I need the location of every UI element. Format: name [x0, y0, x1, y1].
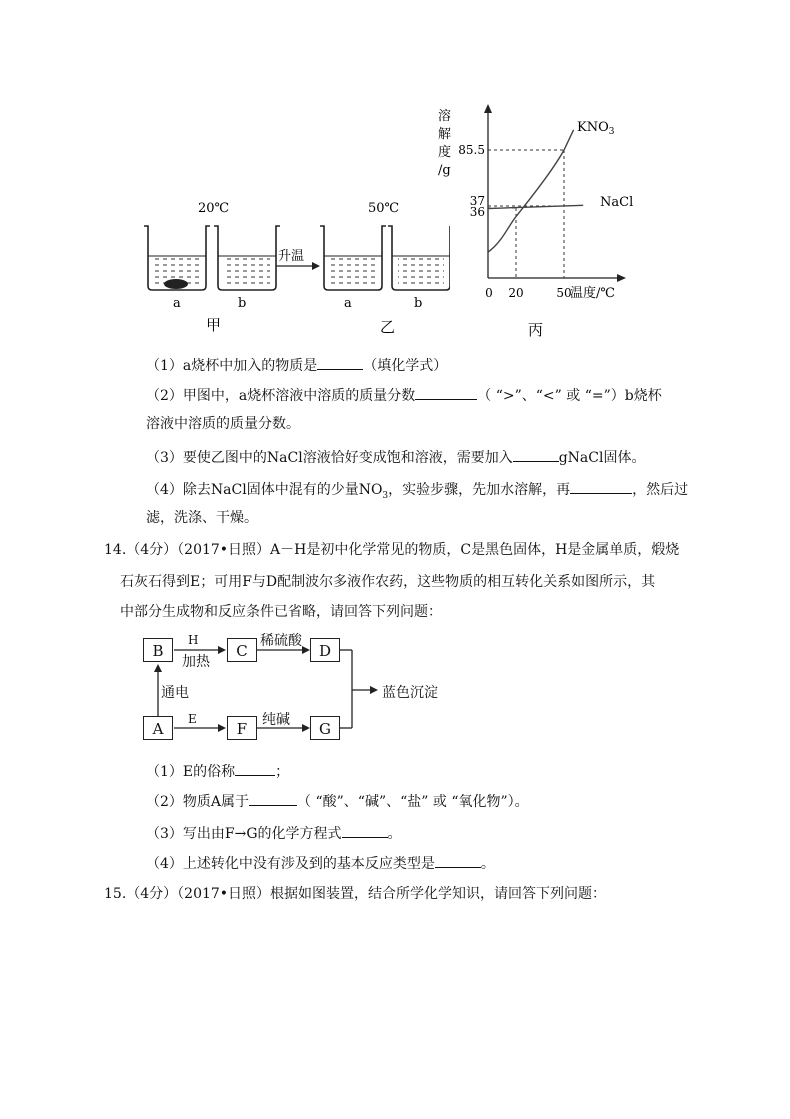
y-tick-0: 36 — [469, 204, 485, 219]
q15-line1: 15.（4分）（2017•日照）根据如图装置，结合所学化学知识，请回答下列问题： — [104, 886, 607, 902]
y-axis-label-4: /g — [438, 163, 451, 178]
y-tick-2: 85.5 — [458, 143, 485, 157]
undissolved-solid — [164, 279, 188, 289]
beaker-figure — [130, 190, 450, 340]
x-tick-2: 50 — [556, 286, 572, 300]
beaker-yi-a — [320, 226, 386, 290]
q14-line1: 14.（4分）（2017•日照）A－H是初中化学常见的物质，C是黑色固体，H是金属单质，煅烧 — [104, 542, 680, 558]
heat-label: 升温 — [278, 249, 305, 264]
q13-part3: （3）要使乙图中的NaCl溶液恰好变成饱和溶液，需要加入 gNaCl固体。 — [146, 447, 645, 467]
q14-part1: （1）E的俗称 ； — [146, 761, 289, 781]
q14-blank-2[interactable] — [249, 791, 297, 806]
temp-20-label: 20℃ — [198, 201, 230, 216]
x-tick-0: 0 — [485, 286, 493, 300]
label-h: H — [188, 633, 199, 647]
y-axis-label-2: 解 — [438, 127, 452, 142]
label-jia-b: b — [238, 296, 247, 311]
box-b: B — [143, 638, 173, 662]
q14-line3: 中部分生成物和反应条件已省略，请回答下列问题： — [120, 604, 442, 620]
kno3-curve — [488, 130, 574, 252]
q13-blank-3[interactable] — [513, 447, 559, 462]
q13-blank-4[interactable] — [570, 479, 632, 494]
panel-bing-label: 丙 — [528, 321, 544, 339]
box-d: D — [310, 638, 340, 662]
temp-50-label: 50℃ — [368, 201, 400, 216]
label-soda: 纯碱 — [262, 712, 290, 728]
q14-flow-diagram — [130, 630, 490, 750]
beaker-jia-b — [214, 226, 280, 290]
box-f: F — [227, 716, 257, 740]
q14-blank-3[interactable] — [342, 823, 388, 838]
kno3-label: $KNO_3$ — [577, 120, 615, 137]
q13-part2-cont: 溶液中溶质的质量分数。 — [146, 416, 300, 432]
q14-line2: 石灰石得到E；可用F与D配制波尔多液作农药，这些物质的相互转化关系如图所示，其 — [120, 574, 656, 590]
q13-part4-cont: 滤，洗涤、干燥。 — [146, 510, 258, 526]
q13-part4: （4）除去NaCl固体中混有的少量$NO_3$，实验步骤，先加水溶解，再 ，然后过 — [146, 479, 688, 505]
q14-part3: （3）写出由F→G的化学方程式 。 — [146, 823, 402, 843]
q13-blank-2[interactable] — [415, 385, 477, 400]
q14-blank-4[interactable] — [435, 853, 481, 868]
q14-blank-1[interactable] — [235, 761, 275, 776]
q13-part2: （2）甲图中，a烧杯溶液中溶质的质量分数 （ “>”、“<” 或 “=”）b烧杯 — [146, 385, 662, 405]
label-e: E — [188, 712, 197, 726]
panel-yi-label: 乙 — [380, 318, 396, 336]
label-yi-a: a — [344, 296, 352, 311]
y-axis-label-1: 溶 — [438, 109, 452, 124]
box-g: G — [310, 716, 340, 740]
nacl-label: NaCl — [600, 195, 634, 210]
box-c: C — [227, 638, 257, 662]
label-elec: 通电 — [161, 685, 189, 701]
y-axis-label-3: 度 — [438, 145, 452, 160]
box-a: A — [143, 716, 173, 740]
x-tick-1: 20 — [508, 286, 524, 300]
label-yi-b: b — [414, 296, 423, 311]
solubility-chart — [430, 100, 640, 340]
label-heat: 加热 — [182, 654, 210, 670]
label-jia-a: a — [173, 296, 181, 311]
y-tick-1: 37 — [469, 194, 485, 208]
q13-part1: （1）a烧杯中加入的物质是 （填化学式） — [146, 355, 447, 375]
q14-part4: （4）上述转化中没有涉及到的基本反应类型是 。 — [146, 853, 495, 873]
x-axis-label: 温度/℃ — [570, 286, 615, 301]
q13-blank-1[interactable] — [317, 355, 363, 370]
beaker-jia-a — [144, 226, 210, 290]
label-acid: 稀硫酸 — [260, 633, 302, 649]
panel-jia-label: 甲 — [206, 316, 222, 334]
q14-part2: （2）物质A属于 （ “酸”、“碱”、“盐” 或 “氧化物”）。 — [146, 791, 529, 811]
result-blue-precipitate: 蓝色沉淀 — [382, 685, 438, 701]
